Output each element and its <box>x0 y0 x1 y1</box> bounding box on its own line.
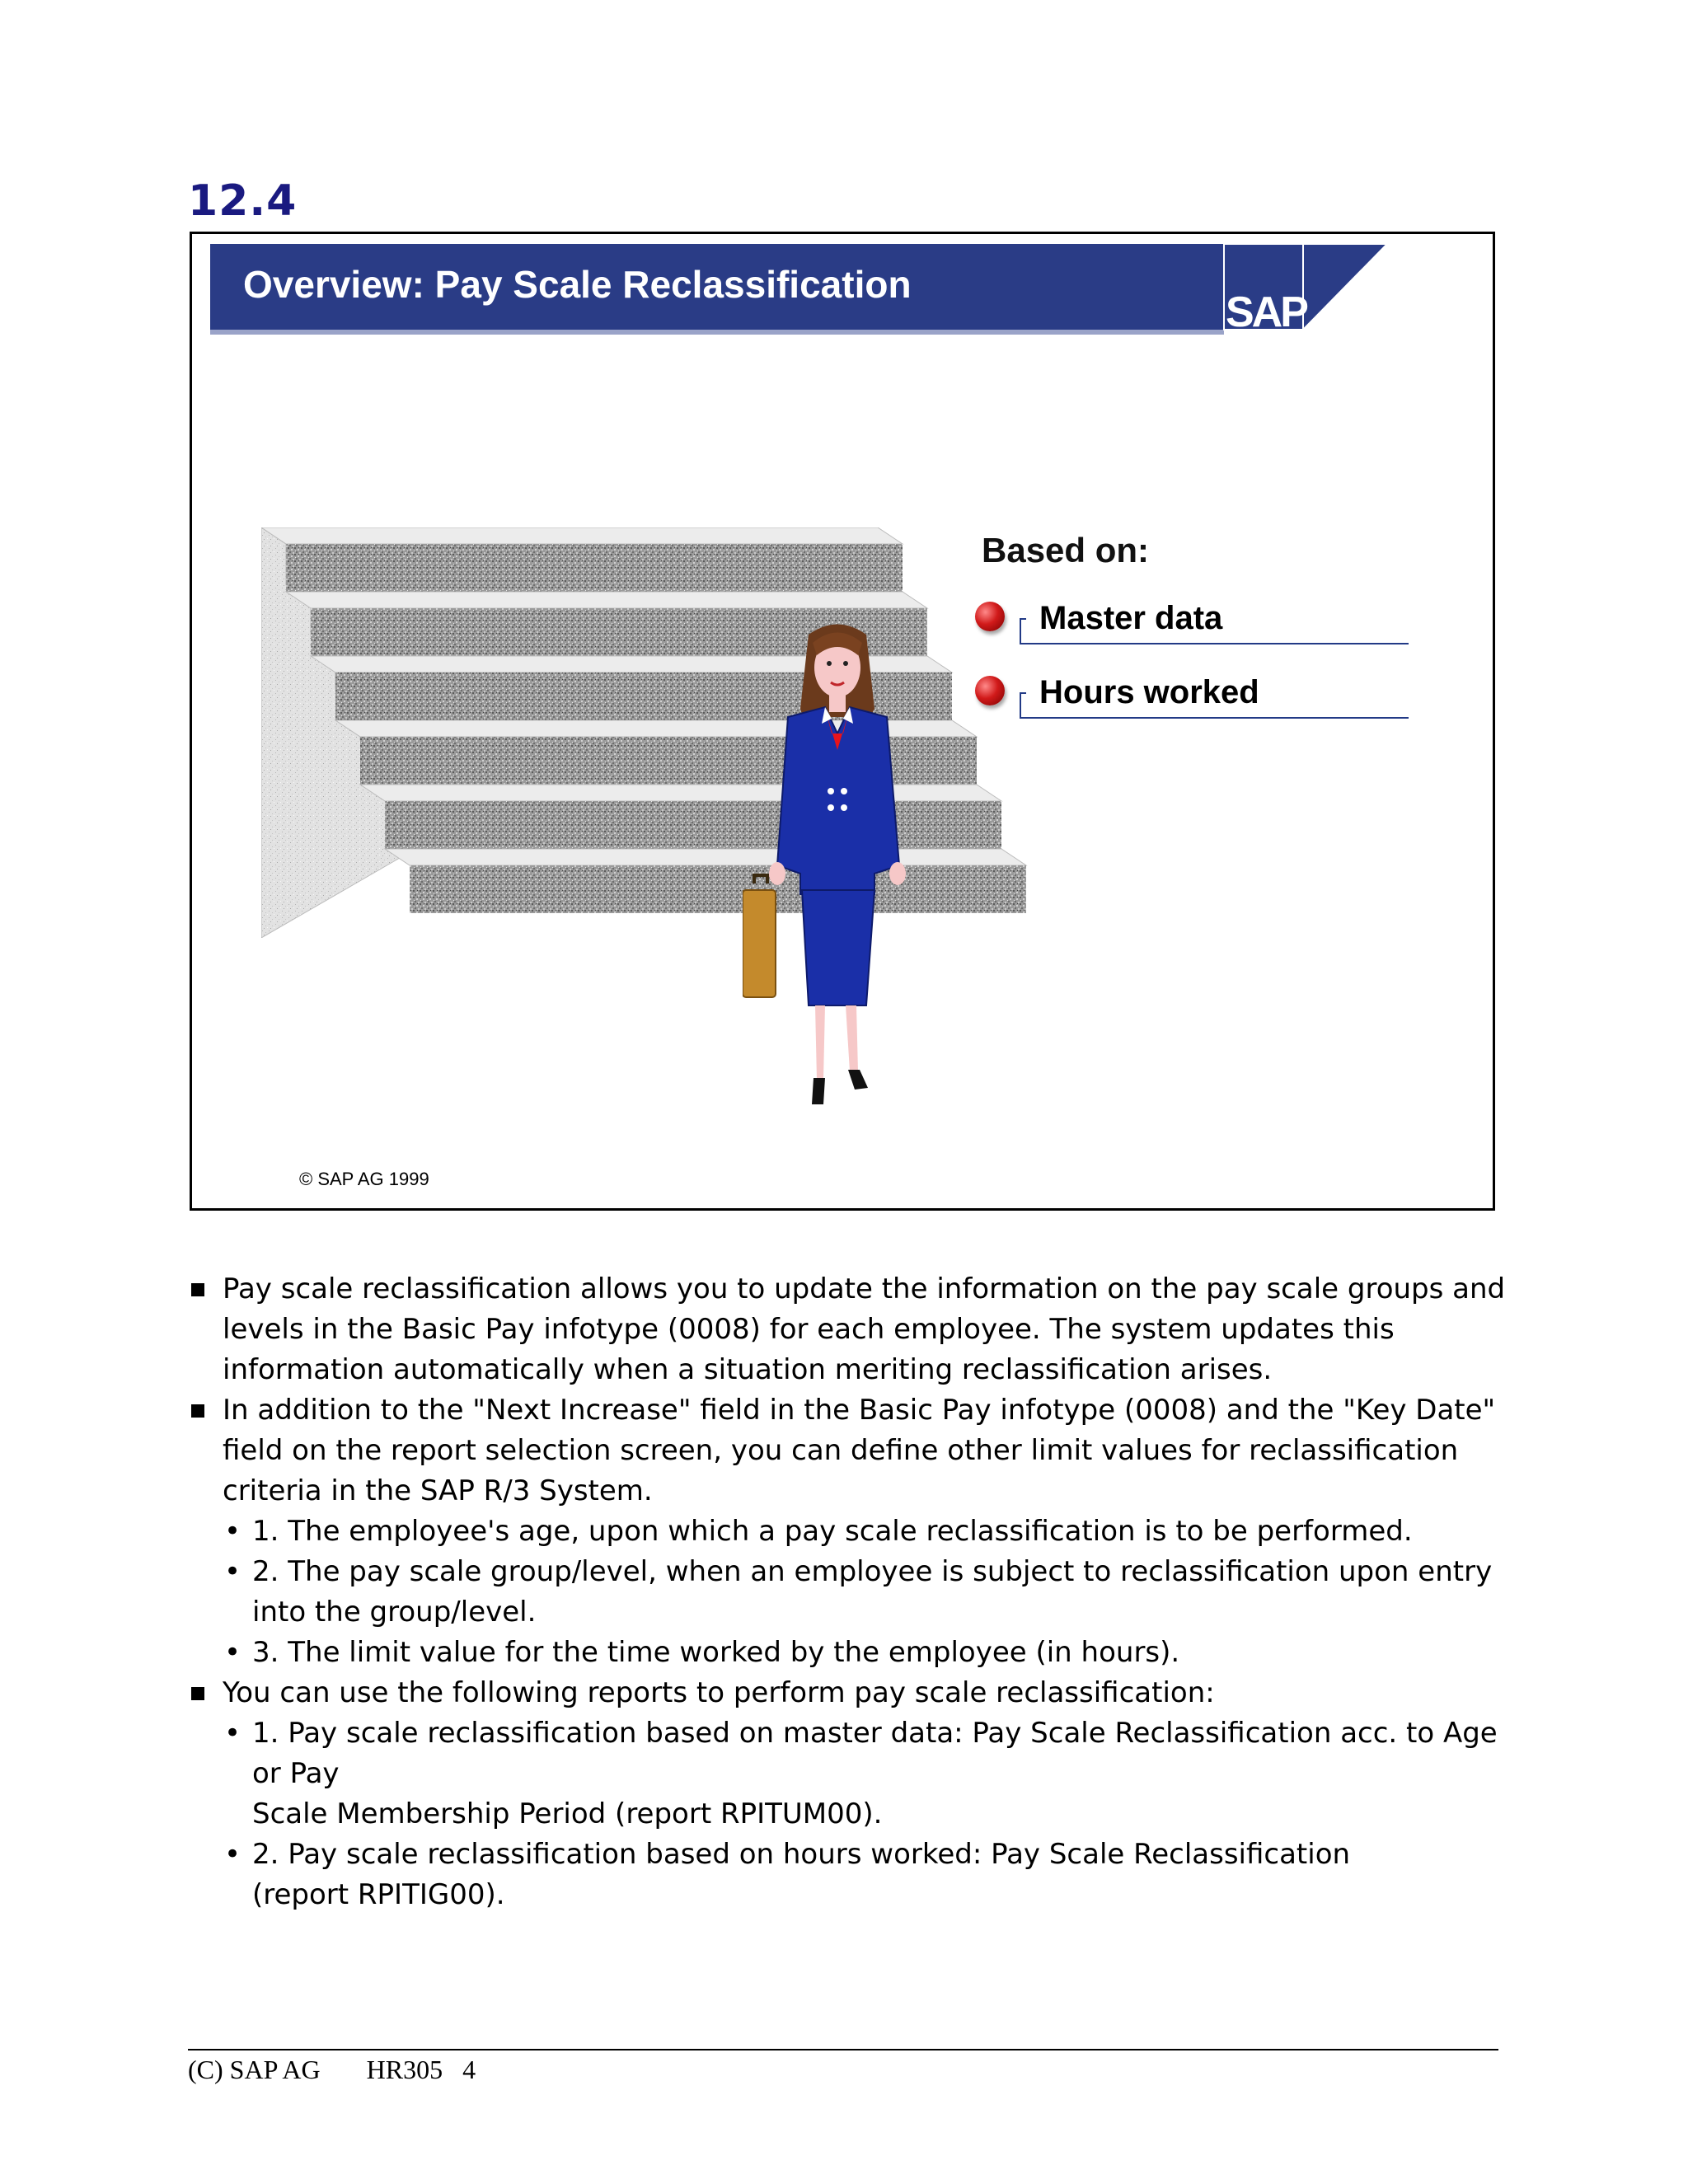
slide-title: Overview: Pay Scale Reclassification <box>243 263 912 306</box>
slide-header-shadow <box>210 330 1224 335</box>
slide <box>190 232 1495 1211</box>
dot-bullet-icon: • <box>224 1838 241 1871</box>
slide-header <box>210 244 1224 330</box>
note-bullet <box>188 1390 1507 1511</box>
note-sub-text: 2. The pay scale group/level, when an employee is subject to reclassification upon entry into the group/level. <box>252 1555 1493 1629</box>
underline <box>1021 717 1409 719</box>
square-bullet-icon <box>191 1687 204 1700</box>
based-on-heading: Based on: <box>982 531 1150 569</box>
square-bullet-icon <box>191 1283 204 1296</box>
note-text: Pay scale reclassification allows you to update the information on the pay scale groups and levels in the Basic Pay infotype (0008) for each employee. The system updates this information automatically when a situation meriting reclassification arises. <box>223 1272 1506 1386</box>
dot-bullet-icon: • <box>224 1515 241 1548</box>
sap-logo <box>1222 244 1387 335</box>
note-sub-text: 2. Pay scale reclassification based on hours worked: Pay Scale Reclassification (report RPITIG00). <box>252 1838 1351 1911</box>
notes-section <box>188 1269 1507 1915</box>
dot-bullet-icon: • <box>224 1555 241 1588</box>
footer-course: HR305 <box>366 2055 443 2084</box>
footer-copyright: (C) SAP AG <box>188 2055 321 2084</box>
dot-bullet-icon: • <box>224 1717 241 1750</box>
dot-bullet-icon: • <box>224 1636 241 1669</box>
slide-bullet-hours-worked <box>975 671 1618 729</box>
slide-bullet-label: Hours worked <box>1039 674 1259 710</box>
underline <box>1021 643 1409 644</box>
slide-bullet-master-data <box>975 597 1618 654</box>
footer-rule <box>188 2049 1498 2050</box>
slide-copyright: © SAP AG 1999 <box>299 1169 429 1189</box>
section-number: 12.4 <box>188 176 298 226</box>
note-bullet <box>188 1673 1507 1713</box>
note-sub-text: 1. Pay scale reclassification based on master data: Pay Scale Reclassification acc. to Age or Pay Scale Membership Period (report RPITUM00). <box>252 1717 1498 1830</box>
note-sub-bullet <box>188 1713 1507 1835</box>
note-text: In addition to the "Next Increase" field in the Basic Pay infotype (0008) and the "Key Date" field on the report selection screen, you can define other limit values for reclassification criteria in the SAP R/3 System. <box>223 1394 1496 1507</box>
red-bullet-icon <box>975 602 1005 631</box>
note-text: You can use the following reports to perform pay scale reclassification: <box>223 1676 1215 1709</box>
bracket-line <box>1020 692 1026 719</box>
page-footer <box>188 2055 476 2085</box>
footer-page-number: 4 <box>462 2055 476 2084</box>
note-bullet <box>188 1269 1507 1390</box>
bracket-line <box>1020 618 1026 644</box>
businesswoman-illustration <box>743 618 932 1121</box>
note-sub-text: 3. The limit value for the time worked by the employee (in hours). <box>252 1636 1180 1669</box>
note-sub-bullet <box>188 1835 1507 1915</box>
square-bullet-icon <box>191 1404 204 1418</box>
sap-logo-text: SAP <box>1226 288 1306 335</box>
slide-bullet-label: Master data <box>1039 600 1223 636</box>
note-sub-bullet <box>188 1633 1507 1673</box>
note-sub-text: 1. The employee's age, upon which a pay scale reclassification is to be performed. <box>252 1515 1413 1548</box>
note-sub-bullet <box>188 1552 1507 1633</box>
red-bullet-icon <box>975 676 1005 705</box>
note-sub-bullet <box>188 1511 1507 1552</box>
